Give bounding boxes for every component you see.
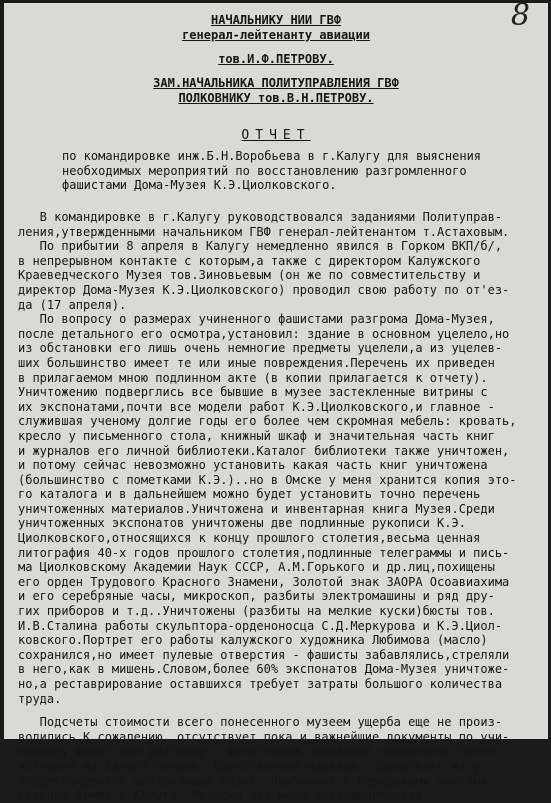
text-line: ковского.Портрет его работы калужского художника Любимова (масло)	[18, 633, 488, 648]
text-line: уничтоженных экспонатов уничтожены две подлинные рукописи К.Э.	[18, 516, 466, 531]
text-line: да (17 апреля).	[18, 297, 127, 312]
text-line: из обстановки его лишь очень немногие предметы уцелели,а из уцелев-	[18, 341, 503, 356]
subtitle-line: фашистами Дома-Музея К.Э.Циолковского.	[62, 178, 337, 192]
text-line: в него,как в мишень.Словом,более 60% экспонатов Дома-Музея уничтоже-	[18, 662, 510, 677]
text-line: И.В.Сталина работы скульптора-орденоносца С.Д.Меркурова и К.Э.Циол-	[18, 618, 503, 633]
paragraph-1	[18, 210, 544, 312]
text-line: после детального его осмотра,установил: здание в основном уцелело,но	[18, 326, 510, 341]
text-line: водились.К сожалению, отсутствует пока и важнейшие документы по учи-	[18, 729, 510, 744]
text-line: Краеведческого Музея тов.Зиновьевым (он же по совместительству и	[18, 268, 481, 283]
text-line: их экспонатами,почти все модели работ К.Э.Циолковского,и главное -	[18, 399, 495, 414]
text-line: в непрерывном контакте с которым,а также с директором Калужского	[18, 253, 481, 268]
text-line: корреспондентов центральных газет, прибывших с передовыми частями	[18, 773, 488, 788]
document-title: ОТЧЕТ	[241, 128, 311, 143]
report-body	[18, 210, 544, 803]
text-line: ления,утвержденными начальником ГВФ генерал-лейтенантом т.Астаховым.	[18, 224, 510, 239]
paragraph-2	[18, 312, 544, 706]
text-line: ших большинство имеет те или иные повреждения.Перечень их приведен	[18, 355, 495, 370]
text-line: (большинство с пометками К.Э.)..но в Омске у меня хранится копия это-	[18, 472, 517, 487]
text-line: Уничтожению подверглись все бывшие в музее застекленные витрины с	[18, 385, 488, 400]
text-line: По вопросу о размерах учиненного фашистами разгрома Дома-Музея,	[18, 312, 495, 327]
text-line: уничтоженных материалов.Уничтожена и инвентарная книга Музея.Среди	[18, 501, 495, 516]
addressee-line-4: ЗАМ.НАЧАЛЬНИКА ПОЛИТУПРАВЛЕНИЯ ГВФ	[153, 76, 399, 90]
text-line: кресло у письменного стола, книжный шкаф и значительная часть книг	[18, 428, 495, 443]
text-line: Циолковского,относящихся к концу прошлого столетия,весьма ценная	[18, 531, 481, 546]
text-line: го каталога и в дальнейшем можно будет установить точно перечень	[18, 487, 481, 502]
text-line: литография 40-х годов прошлого столетия,подлинные телеграммы и пись-	[18, 545, 510, 560]
text-line: Красной Армии в Калугу. Розыски эти мною предпринимаются.	[18, 788, 430, 803]
text-line: служившая ученому долгие годы его более чем скромная мебель: кровать,	[18, 414, 517, 429]
paragraph-3	[18, 715, 544, 803]
addressee-line-3: тов.И.Ф.ПЕТРОВУ.	[218, 52, 334, 66]
document-subtitle	[62, 149, 542, 193]
text-line: труда.	[18, 691, 62, 706]
addressee-line-1: НАЧАЛЬНИКУ НИИ ГВФ	[210, 13, 342, 27]
subtitle-line: по командировке инж.Б.Н.Воробьева в г.Калугу для выяснения	[62, 149, 482, 163]
subtitle-line: необходимых мероприятий по восстановлению разгромленного	[62, 163, 467, 178]
text-line: и журналов его личной библиотеки.Каталог библиотеки также уничтожен,	[18, 443, 510, 458]
text-line: его орден Трудового Красного Знамени, Золотой знак ЗАОРА Осоавиахима	[18, 574, 510, 589]
addressee-line-2: генерал-лейтенанту авиации	[182, 28, 370, 42]
text-line: ма Циолковскому Академии Наук СССР, А.М.Горького и др.лиц,похищены	[18, 560, 495, 575]
text-line: но,а реставрирование оставшихся требует затраты большого количества	[18, 677, 503, 691]
text-line: директор Дома-Музея К.Э.Циолковского) проводил свою работу по от'ез-	[18, 282, 510, 297]
text-line: и его серебряные часы, микроскоп, разбиты электромашины и ряд дру-	[18, 589, 495, 604]
text-line: изгнания из Калуги немцев. Единственная надежда - разыскать их у	[18, 758, 481, 773]
text-line: в прилагаемом мною подлинном акте (в копии прилагается к отчету).	[18, 370, 488, 385]
text-line: По прибытии 8 апреля в Калугу немедленно явился в Горком ВКП/б/,	[18, 239, 503, 254]
text-line: сохранился,но имеет пулевые отверстия - фашисты забавлялись,стреляли	[18, 647, 510, 662]
addressee-block	[4, 13, 548, 106]
addressee-line-5: ПОЛКОВНИКУ тов.В.Н.ПЕТРОВУ.	[178, 91, 374, 105]
text-line: Подсчеты стоимости всего понесенного музеем ущерба еще не произ-	[18, 715, 503, 730]
text-line: ненному фашистами разгрому - фотоснимки,сделанные немедленно после	[18, 744, 495, 759]
page-number: 8	[510, 0, 530, 33]
document-page	[4, 0, 548, 803]
text-line: В командировке в г.Калугу руководствовался заданиями Политуправ-	[18, 210, 503, 224]
text-line: и потому сейчас невозможно установить какая часть книг уничтожена	[18, 458, 488, 473]
text-line: гих приборов и т.д..Уничтожены (разбиты на мелкие куски)бюсты тов.	[18, 604, 495, 619]
